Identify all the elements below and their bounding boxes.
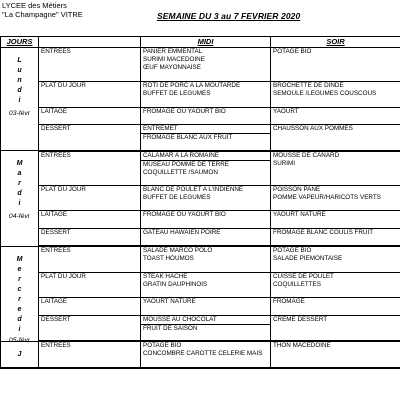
midi-dish: BLANC DE POULET A L'INDIENNE <box>143 185 244 193</box>
category-cell <box>39 272 141 298</box>
soir-dish: CHAUSSON AUX POMMES <box>273 125 353 133</box>
midi-cell <box>141 151 271 185</box>
day-letter: i <box>18 325 21 333</box>
menu-row <box>1 246 400 272</box>
midi-cell <box>141 315 271 341</box>
day-label <box>1 342 38 368</box>
category-label: LAITAGE <box>41 211 68 219</box>
midi-cell <box>141 298 271 315</box>
category-label: PLAT DU JOUR <box>41 272 86 280</box>
soir-cell <box>271 315 400 341</box>
midi-cell <box>141 185 271 211</box>
day-letter: r <box>18 295 21 303</box>
day-label <box>1 247 38 344</box>
week-title: SEMAINE DU 3 au 7 FEVRIER 2020 <box>157 11 301 21</box>
day-name-vertical <box>1 159 38 209</box>
school-line-1: LYCEE des Métiers <box>2 1 67 10</box>
menu-row <box>1 81 400 107</box>
category-cell <box>39 185 141 211</box>
midi-dish: STEAK HACHE <box>143 272 188 280</box>
day-letter: c <box>17 285 22 293</box>
col-header-days: JOURS <box>1 37 39 48</box>
menu-row <box>1 228 400 246</box>
day-letter: a <box>17 170 22 178</box>
category-cell <box>39 228 141 246</box>
midi-dish: SALADE MARCO POLO <box>143 247 213 255</box>
category-cell <box>39 341 141 368</box>
day-letter: r <box>18 180 21 188</box>
col-header-category <box>39 37 141 48</box>
midi-cell <box>141 246 271 272</box>
category-label: ENTREES <box>41 342 71 350</box>
category-label: DESSERT <box>41 315 71 323</box>
day-date: 04-févr <box>8 213 31 221</box>
menu-row <box>1 107 400 124</box>
midi-dish: SURIMI MACEDOINE <box>143 56 205 64</box>
soir-dish: FROMAGE <box>273 298 305 306</box>
category-cell <box>39 315 141 341</box>
midi-dish: BUFFET DE LEGUMES <box>143 193 211 201</box>
category-cell <box>39 151 141 185</box>
midi-dish: ROTI DE PORC A LA MOUTARDE <box>143 81 241 89</box>
menu-row <box>1 272 400 298</box>
menu-table <box>0 36 400 369</box>
category-cell <box>39 125 141 151</box>
midi-dish: FRUIT DE SAISON <box>143 324 198 332</box>
midi-cell <box>141 81 271 107</box>
soir-cell <box>271 341 400 368</box>
menu-body <box>1 48 400 369</box>
category-cell <box>39 298 141 315</box>
soir-dish: POISSON PANE <box>273 185 321 193</box>
category-label: LAITAGE <box>41 107 68 115</box>
soir-dish: THON MACEDOINE <box>273 342 331 350</box>
category-label: ENTREES <box>41 247 71 255</box>
menu-row <box>1 315 400 341</box>
midi-dish: CALAMAR A LA ROMAINE <box>141 152 270 161</box>
midi-cell <box>141 48 271 82</box>
menu-row <box>1 48 400 82</box>
soir-cell <box>271 272 400 298</box>
soir-dish: MOUSSE DE CANARD <box>273 151 340 159</box>
menu-row <box>1 298 400 315</box>
soir-cell <box>271 107 400 124</box>
day-name-vertical <box>1 255 38 335</box>
day-cell <box>1 48 39 151</box>
category-label: DESSERT <box>41 228 71 236</box>
menu-row <box>1 211 400 228</box>
col-header-soir: SOIR <box>271 37 400 48</box>
midi-dish: GRATIN DAUPHINOIS <box>143 280 208 288</box>
category-label: DESSERT <box>41 125 71 133</box>
midi-dish: PANIER EMMENTAL <box>143 48 203 55</box>
category-cell <box>39 246 141 272</box>
midi-dish: POTAGE BIO <box>143 342 182 350</box>
day-label <box>1 48 38 150</box>
midi-dish: BUFFET DE LEGUMES <box>143 90 211 98</box>
day-letter: J <box>17 350 22 358</box>
day-date: 05-févr <box>8 336 31 344</box>
day-cell <box>1 246 39 344</box>
midi-dish: ENTREMET <box>141 125 270 134</box>
day-letter: e <box>17 305 22 313</box>
soir-dish: CREME DESSERT <box>273 315 328 323</box>
day-letter: d <box>17 315 22 323</box>
day-date: 03-févr <box>8 110 31 117</box>
midi-dish: MUSEAU POMME DE TERRE <box>143 161 229 169</box>
day-letter: d <box>17 87 22 94</box>
midi-dish: TOAST HOUMOS <box>143 255 194 263</box>
day-letter: M <box>16 255 23 263</box>
category-label: PLAT DU JOUR <box>41 81 86 89</box>
menu-row <box>1 341 400 368</box>
school-name <box>2 1 83 19</box>
midi-dish: MOUSSE AU CHOCOLAT <box>141 316 270 325</box>
day-name-vertical <box>1 56 38 106</box>
category-cell <box>39 48 141 82</box>
midi-cell <box>141 125 271 151</box>
day-letter: i <box>18 200 21 208</box>
day-letter: n <box>17 77 22 84</box>
day-cell <box>1 341 39 368</box>
midi-cell <box>141 211 271 228</box>
midi-cell <box>141 272 271 298</box>
soir-cell <box>271 211 400 228</box>
category-label: LAITAGE <box>41 298 68 306</box>
school-line-2: "La Champagne" VITRE <box>2 10 83 19</box>
midi-cell <box>141 341 271 368</box>
midi-dish: FROMAGE OU YAOURT BIO <box>143 211 226 219</box>
soir-dish: SURIMI <box>273 160 296 168</box>
soir-cell <box>271 151 400 185</box>
soir-dish: POTAGE BIO <box>273 48 312 55</box>
day-letter: i <box>18 97 21 104</box>
category-label: ENTREES <box>41 151 71 159</box>
midi-cell <box>141 228 271 246</box>
category-label: ENTREES <box>41 48 71 55</box>
soir-dish: CUISSE DE POULET <box>273 272 334 280</box>
menu-row <box>1 125 400 151</box>
soir-cell <box>271 185 400 211</box>
midi-dish: FROMAGE OU YAOURT BIO <box>143 107 226 115</box>
soir-dish: FROMAGE BLANC COULIS FRUIT <box>273 228 374 236</box>
col-header-midi: MIDI <box>141 37 271 48</box>
table-header-row <box>1 37 400 48</box>
midi-cell <box>141 107 271 124</box>
day-cell <box>1 151 39 246</box>
soir-dish: BROCHETTE DE DINDE <box>273 81 344 89</box>
soir-cell <box>271 228 400 246</box>
day-letter: M <box>16 160 23 168</box>
soir-cell <box>271 298 400 315</box>
category-cell <box>39 81 141 107</box>
day-letter: L <box>17 57 22 64</box>
day-letter: d <box>17 190 22 198</box>
soir-cell <box>271 48 400 82</box>
day-letter: r <box>18 275 21 283</box>
soir-dish: YAOURT NATURE <box>273 211 326 219</box>
midi-dish: GATEAU HAWAIEN POIRE <box>143 228 221 236</box>
soir-dish: COQUILLETTES <box>273 280 321 288</box>
day-label <box>1 151 38 245</box>
soir-dish: POMME VAPEUR/HARICOTS VERTS <box>273 193 381 201</box>
midi-dish: COQUILLETTE /SAUMON <box>143 169 218 177</box>
menu-row <box>1 185 400 211</box>
midi-dish: ŒUF MAYONNAISE <box>143 64 201 72</box>
menu-row <box>1 151 400 185</box>
category-cell <box>39 211 141 228</box>
soir-dish: SALADE PIEMONTAISE <box>273 255 343 263</box>
day-letter: u <box>17 67 22 74</box>
category-label: PLAT DU JOUR <box>41 185 86 193</box>
soir-cell <box>271 81 400 107</box>
midi-dish: YAOURT NATURE <box>143 298 196 306</box>
soir-dish: SEMOULE /LEGUMES COUSCOUS <box>273 90 377 98</box>
soir-dish: POTAGE BIO <box>273 247 312 255</box>
soir-cell <box>271 246 400 272</box>
day-letter: e <box>17 265 22 273</box>
soir-cell <box>271 125 400 151</box>
midi-dish: FROMAGE BLANC AUX FRUIT <box>143 134 233 142</box>
soir-dish: YAOURT <box>273 107 299 115</box>
midi-dish: CONCOMBRE CAROTTE CELERIE MAIS <box>143 350 263 358</box>
day-name-vertical <box>1 350 38 360</box>
category-cell <box>39 107 141 124</box>
